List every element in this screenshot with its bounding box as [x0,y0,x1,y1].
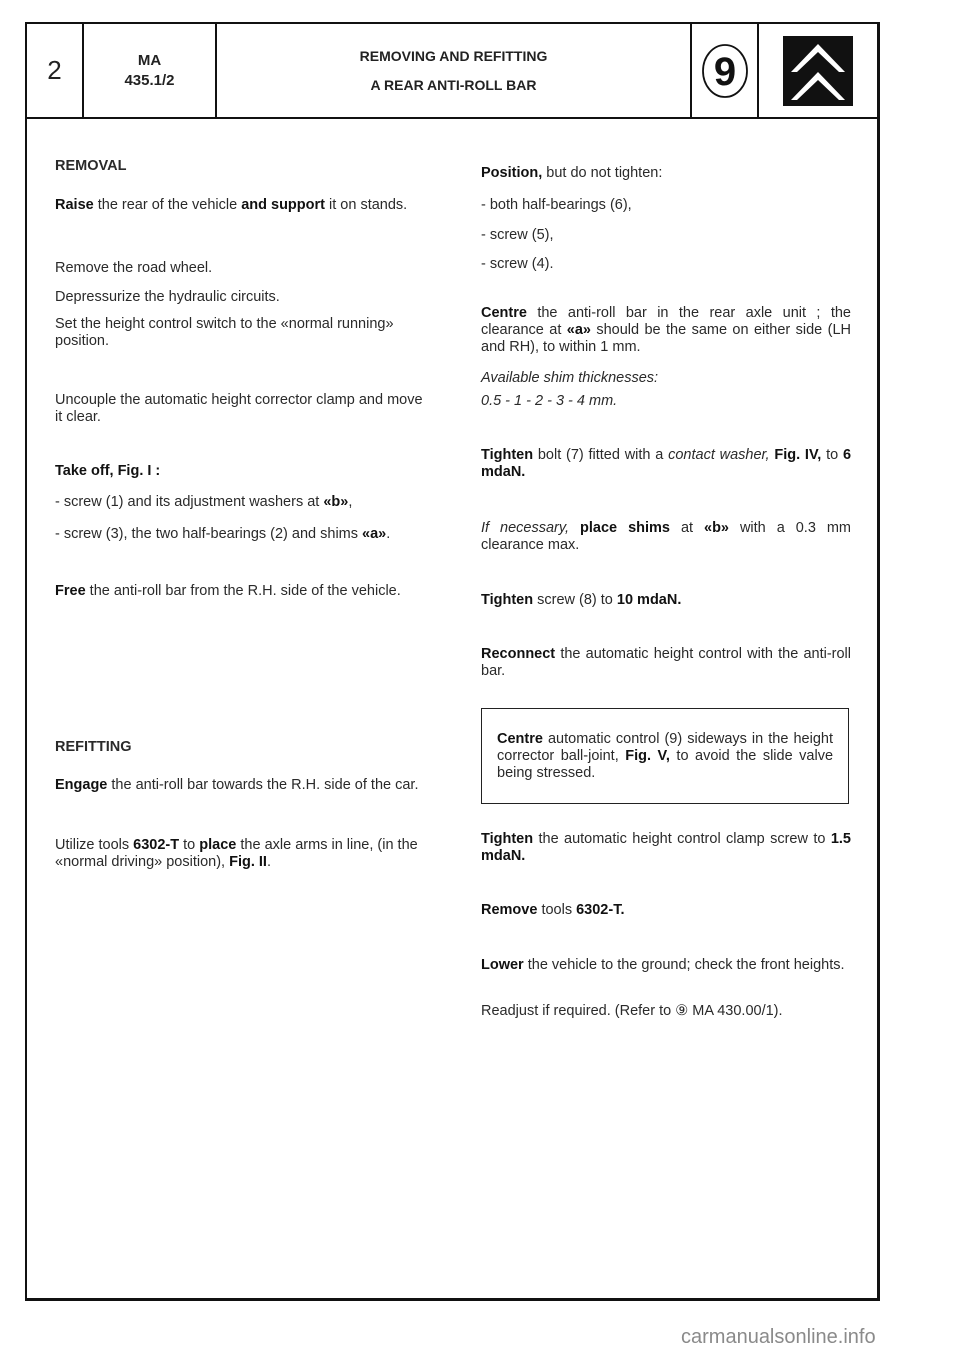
text-segment: Raise [55,197,94,213]
text-segment: the automatic height control clamp screw to [533,831,831,847]
right-paragraph [481,370,851,387]
page-number: 2 [27,24,84,117]
text-segment: the anti-roll bar in the rear axle unit ; the clearance at [481,305,851,338]
right-paragraph [481,646,851,680]
text-segment: «a» [362,526,387,542]
text-segment: Utilize tools [55,837,134,853]
left-paragraph [55,158,427,175]
text-segment: If necessary, [481,520,570,536]
text-segment: 6302-T. [576,902,625,918]
right-paragraph [481,520,851,554]
text-segment: tools [537,902,577,918]
text-segment: «a» [566,322,591,338]
text-segment: Centre [497,731,543,747]
text-segment: it on stands. [324,197,408,213]
text-segment: automatic control (9) sideways in the height corrector ball-joint, [497,731,833,764]
text-segment: REMOVAL [55,158,127,174]
right-paragraph [481,305,851,356]
left-paragraph [55,494,427,511]
text-segment: - screw (3), the two half-bearings (2) and shims [55,526,363,542]
page-title [217,24,692,117]
manual-reference [84,24,217,117]
text-segment: 1.5 mdaN. [481,831,851,864]
text-segment: Remove the road wheel. [55,260,213,276]
right-paragraph [481,957,851,974]
text-segment: 6 mdaN. [481,447,852,480]
text-segment: 0.5 - 1 - 2 - 3 - 4 mm. [481,393,618,409]
text-segment: place shims [580,520,670,536]
text-segment: at [669,520,704,536]
ref-line1: MA [137,51,162,69]
text-segment: place [199,837,237,853]
text-segment: Tighten [481,447,534,463]
text-segment: Fig. II [229,854,267,870]
right-paragraph [481,227,851,244]
note-text [497,731,833,782]
text-segment: the rear of the vehicle [93,197,242,213]
title-line1: REMOVING AND REFITTING [359,47,548,64]
left-paragraph [55,463,427,480]
right-paragraph [481,197,851,214]
text-segment: the axle arms in line, (in the «normal driving» position), [55,837,418,870]
text-segment: the anti-roll bar from the R.H. side of the vehicle. [85,583,401,599]
text-segment: REFITTING [55,739,132,755]
text-segment: Set the height control switch to the «normal running» position. [55,316,394,349]
right-paragraph [481,256,851,273]
text-segment: Free [55,583,86,599]
text-segment: Uncouple the automatic height corrector clamp and move it clear. [55,392,423,425]
group-badge [692,24,759,117]
brand-logo [759,24,877,117]
text-segment: «b» [704,520,729,536]
watermark: carmanualsonline.info [681,1326,876,1348]
text-segment: screw (8) to [533,592,617,608]
text-segment: - screw (1) and its adjustment washers at [55,494,324,510]
text-segment: - both half-bearings (6), [481,197,632,213]
text-segment: , [348,494,353,510]
text-segment: «b» [323,494,349,510]
text-segment: - screw (5), [481,227,554,243]
text-segment: the automatic height control with the anti-roll bar. [481,646,851,679]
text-segment: Reconnect [481,646,556,662]
citroen-chevron-icon [783,36,853,106]
text-segment: the vehicle to the ground; check the front heights. [523,957,845,973]
text-segment: Available shim thicknesses: [481,370,659,386]
svg-text:9: 9 [713,49,736,94]
text-segment: . [386,526,391,542]
right-paragraph [481,165,851,182]
text-segment: - screw (4). [481,256,554,272]
text-segment: should be the same on either side (LH and RH), to within 1 mm. [481,322,851,355]
text-segment: Centre [481,305,527,321]
left-paragraph [55,260,427,277]
left-paragraph [55,583,427,600]
left-paragraph [55,526,427,543]
text-segment: Fig. IV, [774,447,822,463]
right-paragraph [481,393,851,410]
right-paragraph [481,1003,851,1020]
text-segment: bolt (7) fitted with a [533,447,669,463]
text-segment: Remove [481,902,538,918]
text-segment: but do not tighten: [542,165,663,181]
text-segment: Take off, Fig. I : [55,463,161,479]
note-box [481,708,849,804]
text-segment: Fig. V, [625,748,670,764]
text-segment: contact washer, [668,447,770,463]
text-segment: Readjust if required. (Refer to ⑨ MA 430.00/1). [481,1003,783,1019]
text-segment: 6302-T [133,837,180,853]
left-paragraph [55,316,427,350]
text-segment: Engage [55,777,108,793]
right-paragraph [481,902,851,919]
text-segment: to [821,447,843,463]
text-segment: and support [241,197,325,213]
text-segment: with a 0.3 mm clearance max. [481,520,852,553]
text-segment: Tighten [481,592,534,608]
text-segment: . [266,854,271,870]
right-paragraph [481,592,851,609]
ref-line2: 435.1/2 [124,71,175,89]
text-segment: to [179,837,200,853]
group-9-icon [700,42,750,100]
text-segment: the anti-roll bar towards the R.H. side of the car. [107,777,419,793]
left-paragraph [55,289,427,306]
right-paragraph [481,831,851,865]
title-line2: A REAR ANTI-ROLL BAR [370,76,537,93]
left-paragraph [55,392,427,426]
left-paragraph [55,777,427,794]
left-paragraph [55,837,427,871]
left-paragraph [55,197,427,214]
text-segment: Depressurize the hydraulic circuits. [55,289,280,305]
text-segment: Tighten [481,831,534,847]
right-paragraph [481,447,851,481]
text-segment: to avoid the slide valve being stressed. [497,748,834,781]
text-segment: 10 mdaN. [616,592,682,608]
text-segment: Position, [481,165,543,181]
left-paragraph [55,739,427,756]
text-segment: Lower [481,957,524,973]
text-segment [569,520,580,536]
